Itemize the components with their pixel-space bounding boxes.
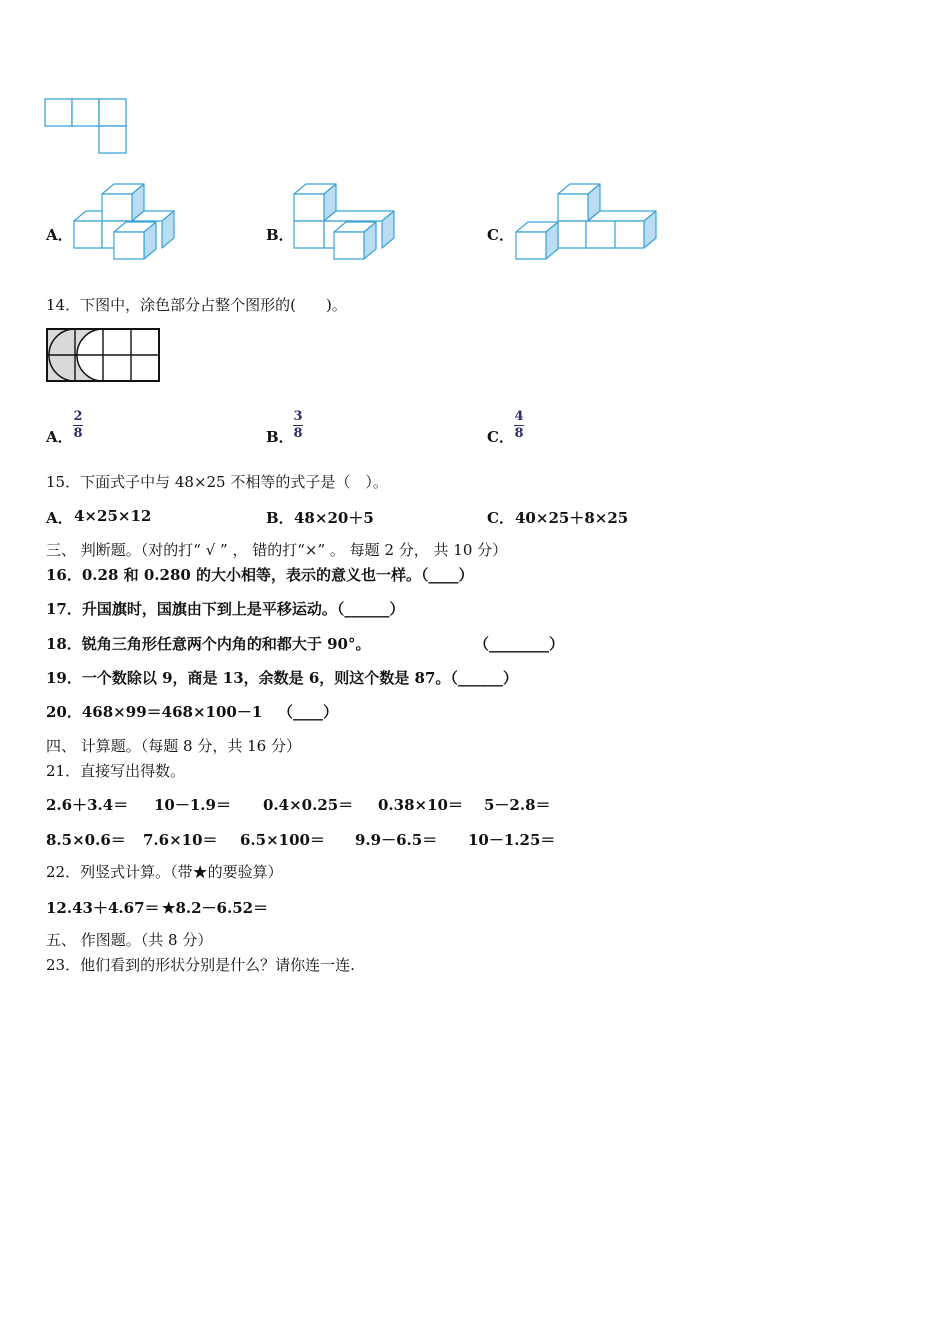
q13-net-figure: [44, 98, 132, 158]
q16-text: 16．0.28 和 0.280 的大小相等，表示的意义也一样。（____）: [46, 566, 474, 584]
q13-option-c-cubes: [514, 182, 660, 264]
q21-row2-item: 8.5×0.6＝: [46, 831, 126, 849]
q22-item: ★8.2－6.52＝: [162, 899, 269, 917]
q14-option-b-fraction: [293, 410, 303, 441]
q14-option-a-fraction: [73, 410, 83, 441]
q14-grid-figure: [45, 327, 161, 385]
q13-option-a-label: A．: [46, 226, 73, 244]
q14-stem: 14．下图中，涂色部分占整个图形的( )。: [46, 296, 347, 314]
q21-row2-item: 10－1.25＝: [468, 831, 556, 849]
q14-option-c-label: C．: [487, 428, 514, 446]
q21-stem: 21．直接写出得数。: [46, 762, 186, 780]
q20-blank: （____）: [278, 703, 339, 721]
q14-option-a-label: A．: [46, 428, 73, 446]
q19-text: 19．一个数除以 9，商是 13，余数是 6，则这个数是 87。（______）: [46, 669, 518, 687]
denominator: 8: [514, 426, 524, 441]
q17-text: 17．升国旗时，国旗由下到上是平移运动。（______）: [46, 600, 405, 618]
section-4-title: 四、 计算题。（每题 8 分，共 16 分）: [46, 737, 301, 755]
q18-blank: （________）: [474, 635, 565, 653]
q21-row2-item: 6.5×100＝: [240, 831, 325, 849]
q13-option-b-cubes: [292, 182, 396, 264]
q21-row1-item: 0.38×10＝: [378, 796, 463, 814]
q15-option-c-text: 40×25＋8×25: [515, 509, 629, 527]
q21-row1-item: 5－2.8＝: [484, 796, 551, 814]
q21-row1-item: 0.4×0.25＝: [263, 796, 354, 814]
q15-option-b-label: B．: [266, 509, 294, 527]
q15-option-b-text: 48×20＋5: [294, 509, 374, 527]
q21-row2-item: 7.6×10＝: [143, 831, 218, 849]
numerator: 4: [514, 409, 524, 424]
q14-option-b-label: B．: [266, 428, 294, 446]
q13-option-a-cubes: [72, 182, 176, 264]
numerator: 3: [293, 409, 303, 424]
denominator: 8: [73, 426, 83, 441]
denominator: 8: [293, 426, 303, 441]
q21-row2-item: 9.9－6.5＝: [355, 831, 438, 849]
section-3-title: 三、 判断题。（对的打“ √ ” ， 错的打“×” 。 每题 2 分， 共 10 分）: [46, 541, 508, 559]
q21-row1-item: 10－1.9＝: [154, 796, 231, 814]
numerator: 2: [73, 409, 83, 424]
section-5-title: 五、 作图题。（共 8 分）: [46, 931, 213, 949]
q15-option-c-label: C．: [487, 509, 514, 527]
q15-stem: 15．下面式子中与 48×25 不相等的式子是（ ）。: [46, 473, 388, 491]
q18-text: 18．锐角三角形任意两个内角的和都大于 90°。: [46, 635, 371, 653]
q22-stem: 22．列竖式计算。（带★的要验算）: [46, 863, 283, 881]
q23-stem: 23．他们看到的形状分别是什么？请你连一连.: [46, 956, 355, 974]
q22-item: 12.43＋4.67＝: [46, 899, 160, 917]
q14-option-c-fraction: [514, 410, 524, 441]
q15-option-a-text: 4×25×12: [74, 507, 152, 525]
q13-option-b-label: B．: [266, 226, 294, 244]
q13-option-c-label: C．: [487, 226, 514, 244]
q20-text: 20．468×99＝468×100－1: [46, 703, 263, 721]
q21-row1-item: 2.6＋3.4＝: [46, 796, 129, 814]
q15-option-a-label: A．: [46, 509, 73, 527]
